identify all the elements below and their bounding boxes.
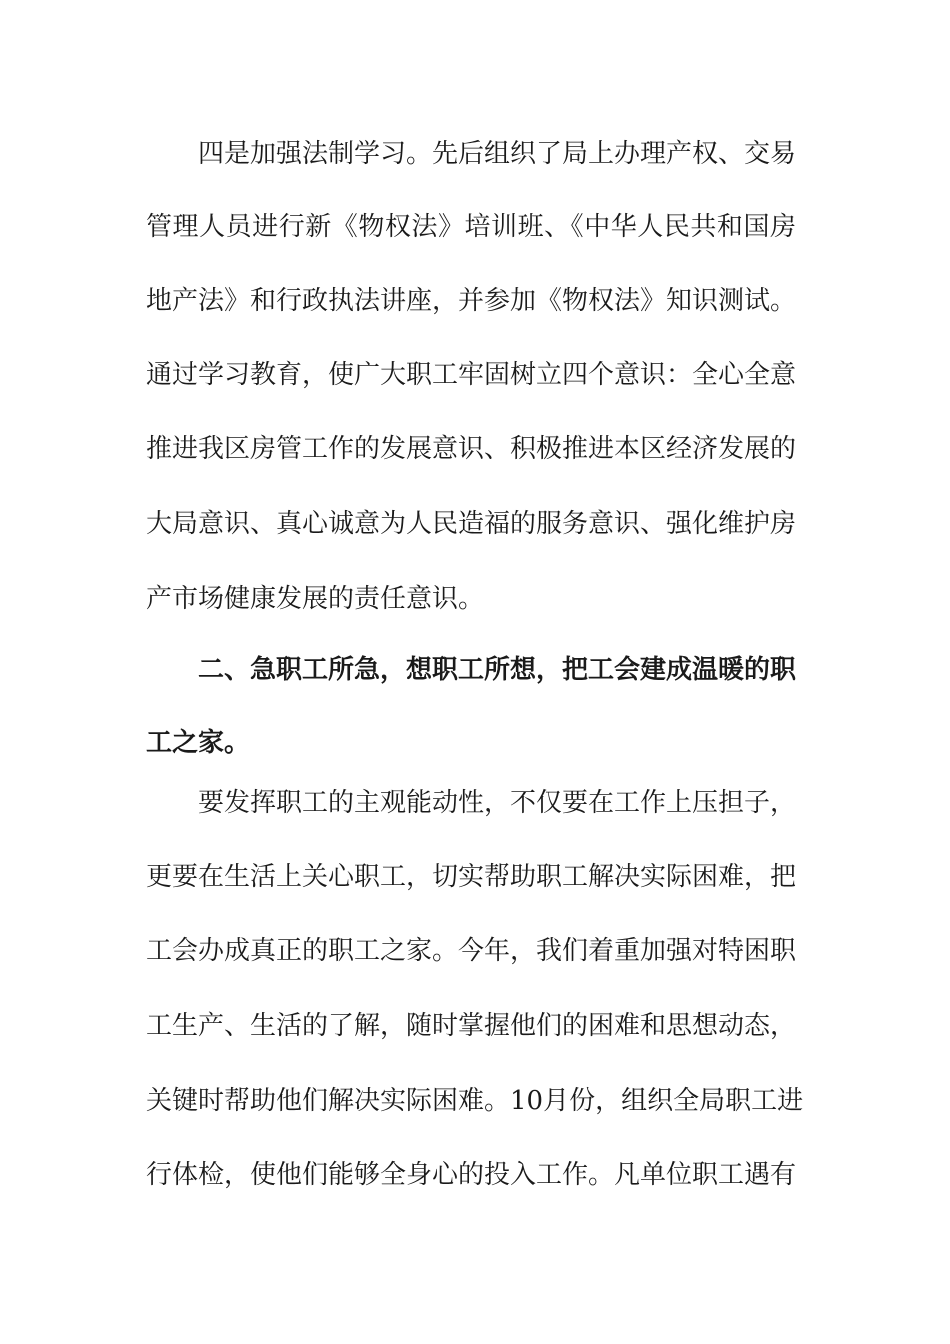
paragraph-line: 要发挥职工的主观能动性，不仅要在工作上压担子， [198,788,797,818]
paragraph-line: 管理人员进行新《物权法》培训班、《中华人民共和国房 [146,212,796,242]
paragraph-line: 工会办成真正的职工之家。今年，我们着重加强对特困职 [146,936,797,966]
paragraph-line: 工生产、生活的了解，随时掌握他们的困难和思想动态， [146,1011,797,1041]
paragraph-line: 行体检，使他们能够全身心的投入工作。凡单位职工遇有 [146,1160,797,1190]
paragraph-line: 产市场健康发展的责任意识。 [146,584,485,614]
paragraph-line: 关键时帮助他们解决实际困难。10月份，组织全局职工进 [146,1086,804,1116]
paragraph-line: 通过学习教育，使广大职工牢固树立四个意识：全心全意 [146,360,797,390]
paragraph-line: 四是加强法制学习。先后组织了局上办理产权、交易 [198,139,797,169]
section-heading-line: 工之家。 [146,728,251,758]
paragraph-line: 更要在生活上关心职工，切实帮助职工解决实际困难，把 [146,862,797,892]
paragraph-line: 大局意识、真心诚意为人民造福的服务意识、强化维护房 [146,509,797,539]
paragraph-line: 地产法》和行政执法讲座，并参加《物权法》知识测试。 [146,286,797,316]
paragraph-line: 推进我区房管工作的发展意识、积极推进本区经济发展的 [146,434,797,464]
section-heading-line: 二、急职工所急，想职工所想，把工会建成温暖的职 [198,655,797,685]
